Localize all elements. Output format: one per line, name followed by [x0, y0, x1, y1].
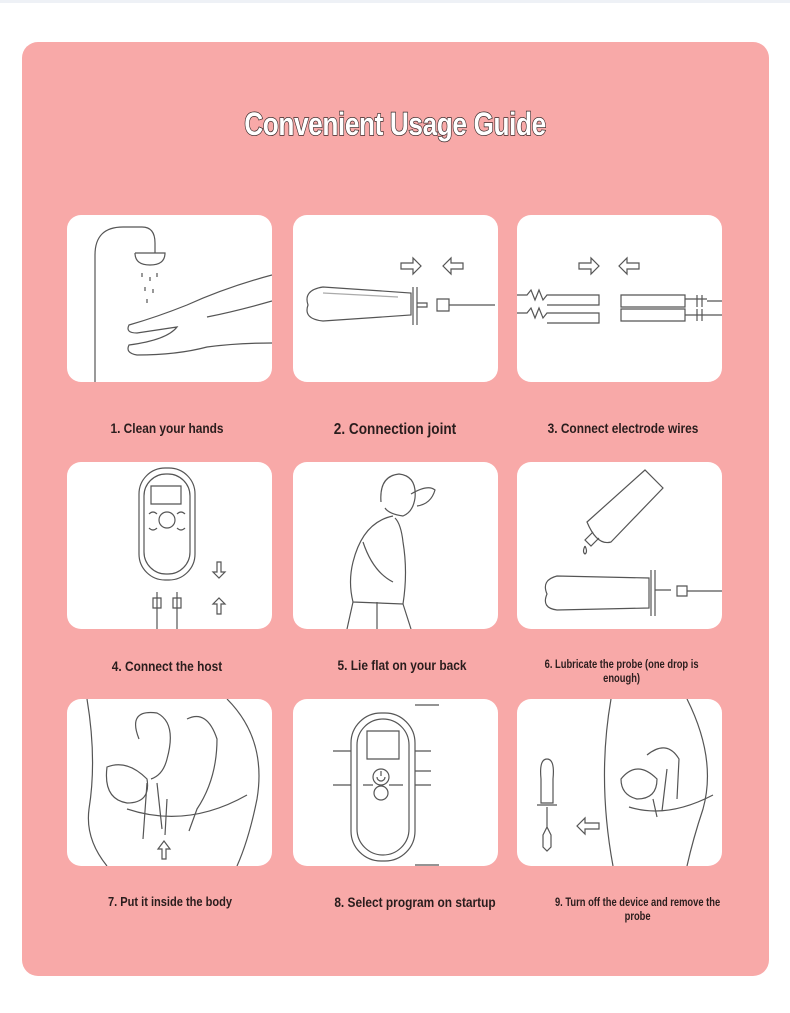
step-2-label: 2. Connection joint: [333, 421, 457, 438]
step-8-card: [293, 699, 498, 866]
probe-connection-icon: [293, 215, 498, 382]
step-6-card: [517, 462, 722, 629]
step-9-label: 9. Turn off the device and remove the probe: [554, 895, 721, 923]
page-title: Convenient Usage Guide: [244, 106, 546, 142]
step-3-card: [517, 215, 722, 382]
step-4-label: 4. Connect the host: [111, 658, 223, 674]
step-3-label: 3. Connect electrode wires: [547, 420, 699, 436]
device-controls-icon: [293, 699, 498, 866]
step-6-label: 6. Lubricate the probe (one drop is enough): [544, 657, 699, 685]
step-5-label: 5. Lie flat on your back: [337, 657, 467, 673]
step-4-card: [67, 462, 272, 629]
lubricant-icon: [517, 462, 722, 629]
step-5-card: [293, 462, 498, 629]
top-divider: [0, 0, 790, 3]
step-7-label: 7. Put it inside the body: [107, 894, 233, 909]
step-8-label: 8. Select program on startup: [334, 894, 496, 910]
step-2-card: [293, 215, 498, 382]
step-7-card: [67, 699, 272, 866]
electrode-wires-icon: [517, 215, 722, 382]
woman-lying-icon: [293, 462, 498, 629]
step-1-label: 1. Clean your hands: [110, 420, 224, 436]
washing-hands-icon: [67, 215, 272, 382]
host-device-icon: [67, 462, 272, 629]
remove-probe-icon: [517, 699, 722, 866]
step-9-card: [517, 699, 722, 866]
pelvic-anatomy-icon: [67, 699, 272, 866]
step-1-card: [67, 215, 272, 382]
